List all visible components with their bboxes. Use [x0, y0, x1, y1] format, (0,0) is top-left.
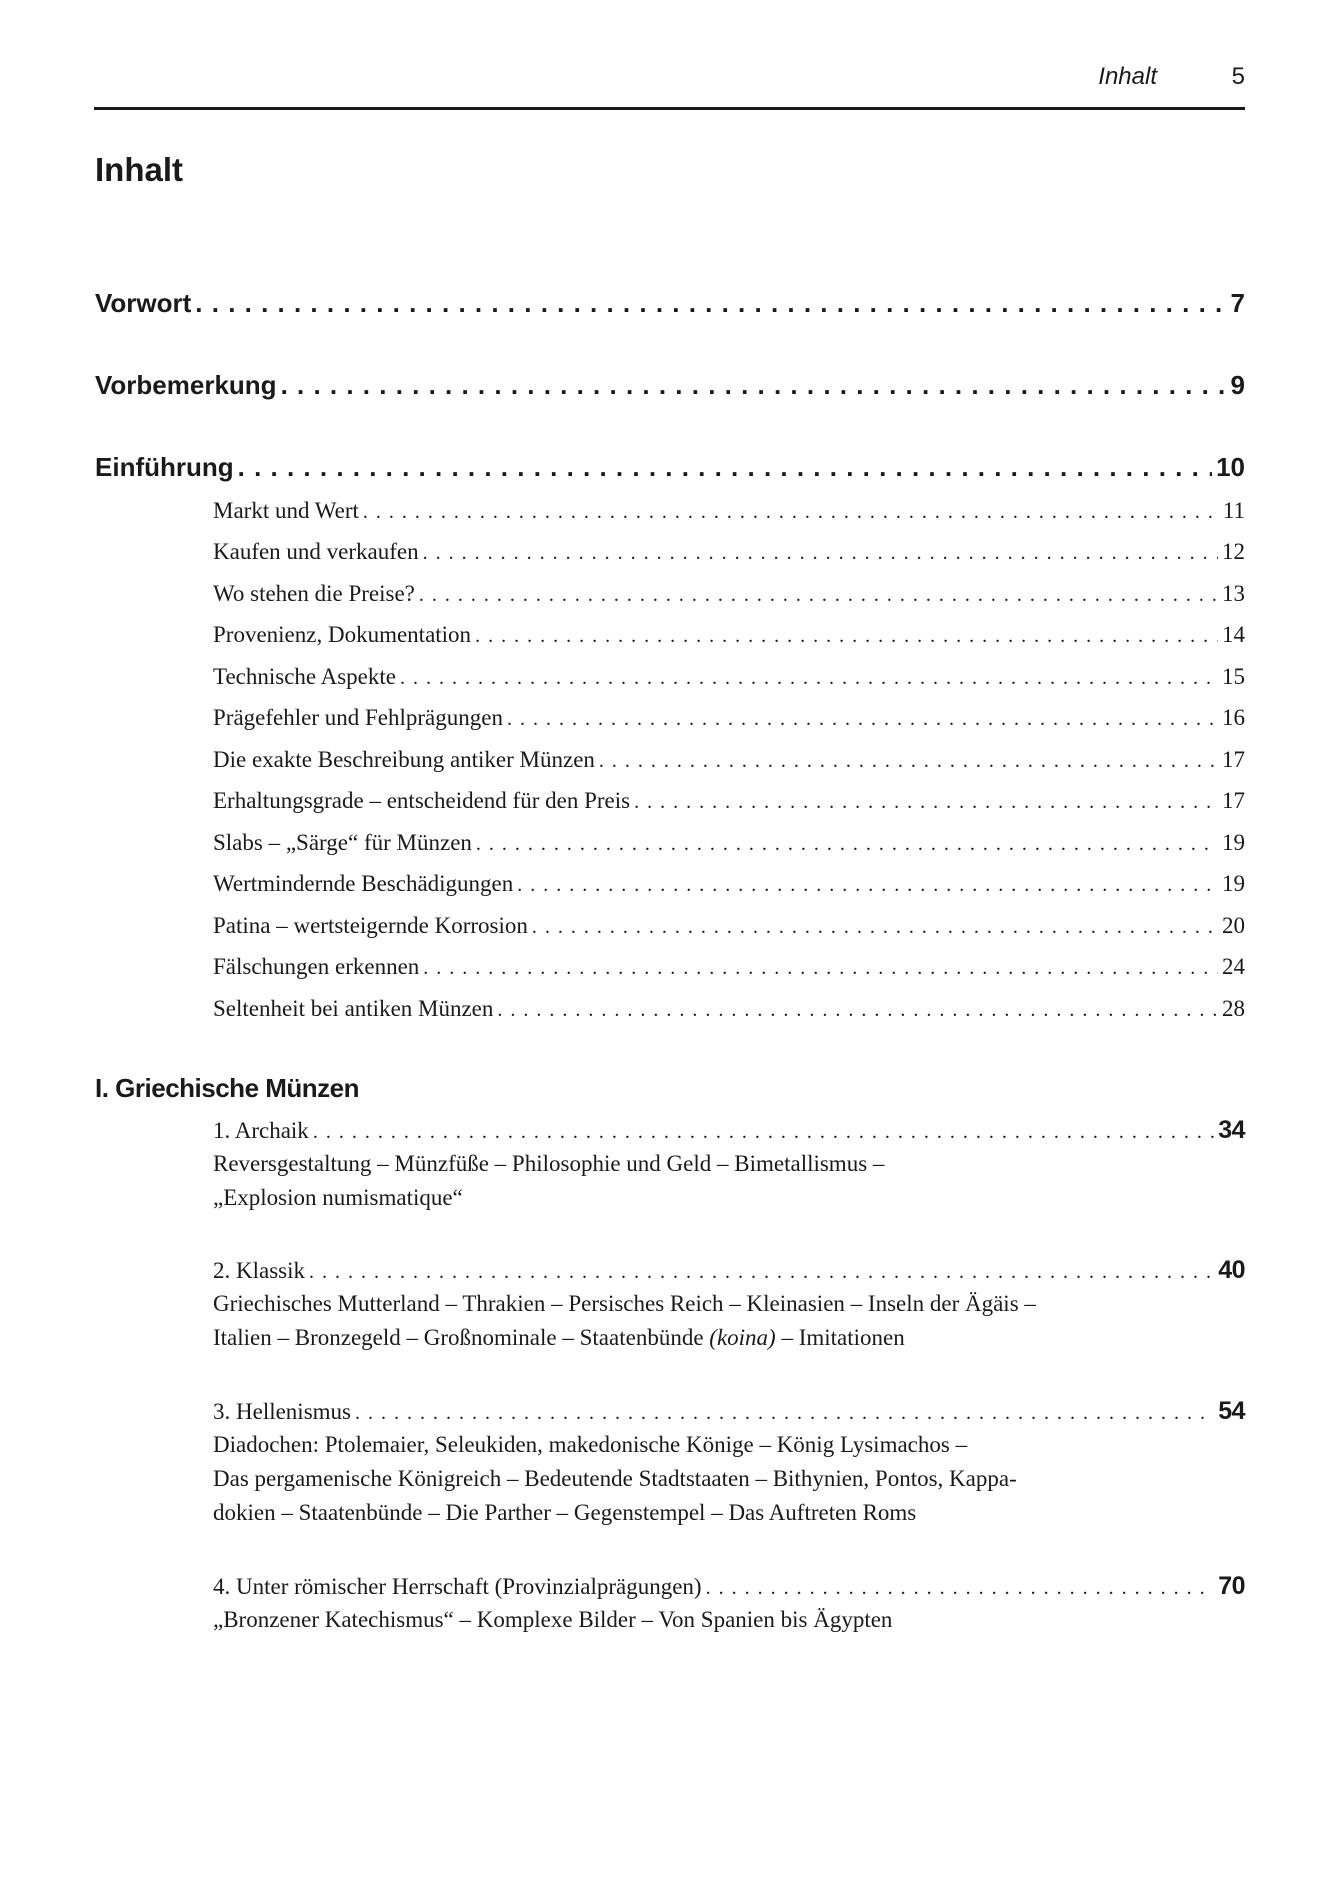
chapter-description-line: „Explosion numismatique“ [213, 1185, 463, 1210]
toc-subentry-page: 11 [1222, 498, 1245, 523]
chapter-description-line: Reversgestaltung – Münzfüße – Philosophie und Geld – Bimetallismus – [213, 1151, 885, 1176]
dot-leader [423, 536, 1218, 570]
toc-entry-label: Vorwort [95, 288, 192, 318]
toc-subentry-label: Fälschungen erkennen [213, 954, 420, 979]
dot-leader [195, 286, 1226, 320]
toc-subentry[interactable] [213, 909, 1245, 944]
toc-subentry-label: Kaufen und verkaufen [213, 539, 419, 564]
header-rule [94, 107, 1245, 110]
dot-leader [706, 1571, 1215, 1605]
dot-leader [309, 1255, 1214, 1289]
toc-entry-label: Vorbemerkung [95, 370, 277, 400]
dot-leader [517, 868, 1218, 902]
toc-chapter-page: 54 [1218, 1397, 1245, 1425]
dot-leader [281, 368, 1227, 402]
toc-subentry-label: Die exakte Beschreibung antiker Münzen [213, 747, 595, 772]
page-number: 5 [1231, 63, 1245, 90]
toc-subentry-label: Provenienz, Dokumentation [213, 622, 472, 647]
dot-leader [475, 619, 1218, 653]
dot-leader [497, 993, 1218, 1027]
toc-entry-page: 10 [1216, 452, 1245, 482]
toc-subentry-label: Erhaltungsgrade – entscheidend für den Preis [213, 788, 631, 813]
dot-leader [423, 951, 1218, 985]
toc-chapter-page: 70 [1218, 1572, 1245, 1600]
dot-leader [476, 827, 1218, 861]
toc-subentry-label: Patina – wertsteigernde Korrosion [213, 913, 528, 938]
description-italic-term: (koina) [709, 1325, 776, 1350]
dot-leader [355, 1396, 1214, 1430]
description-text: – Imitationen [775, 1325, 905, 1350]
toc-entry-vorbemerkung[interactable] [95, 368, 1245, 402]
toc-chapter-label: 4. Unter römischer Herrschaft (Provinzialprägungen) [213, 1574, 702, 1599]
toc-entry-label: Einführung [95, 452, 234, 482]
toc-chapter-archaik[interactable] [213, 1113, 1245, 1149]
toc-subentry-page: 17 [1222, 788, 1245, 813]
toc-chapter-roemische-herrschaft[interactable] [213, 1569, 1245, 1605]
toc-subentry-label: Technische Aspekte [213, 664, 396, 689]
section-heading-griechische-muenzen: I. Griechische Münzen [95, 1073, 360, 1103]
toc-subentry[interactable] [213, 701, 1245, 736]
toc-subentry-label: Wo stehen die Preise? [213, 581, 415, 606]
running-head [94, 62, 1245, 92]
toc-subentry-page: 19 [1222, 871, 1245, 896]
toc-subentry-page: 20 [1222, 913, 1245, 938]
toc-subentry[interactable] [213, 577, 1245, 612]
chapter-description-line: Griechisches Mutterland – Thrakien – Persisches Reich – Kleinasien – Inseln der Ägäis – [213, 1291, 1036, 1316]
running-head-title: Inhalt [1098, 63, 1157, 90]
chapter-description-line: „Bronzener Katechismus“ – Komplexe Bilder – Von Spanien bis Ägypten [213, 1607, 893, 1632]
toc-subentry-page: 14 [1222, 622, 1245, 647]
dot-leader [532, 910, 1218, 944]
toc-subentry[interactable] [213, 867, 1245, 902]
toc-entry-einfuehrung[interactable] [95, 450, 1245, 484]
toc-subentry-label: Seltenheit bei antiken Münzen [213, 996, 494, 1021]
dot-leader [419, 578, 1218, 612]
toc-subentry[interactable] [213, 535, 1245, 570]
dot-leader [313, 1115, 1214, 1149]
dot-leader [507, 702, 1218, 736]
description-text: Italien – Bronzegeld – Großnominale – Staatenbünde [213, 1325, 710, 1350]
toc-subentry-page: 24 [1222, 954, 1245, 979]
toc-chapter-label: 2. Klassik [213, 1258, 305, 1283]
toc-subentry[interactable] [213, 784, 1245, 819]
toc-chapter-page: 34 [1218, 1116, 1245, 1144]
dot-leader [363, 495, 1219, 529]
toc-subentry-page: 16 [1222, 705, 1245, 730]
toc-subentry-label: Slabs – „Särge“ für Münzen [213, 830, 472, 855]
toc-entry-page: 9 [1230, 370, 1245, 400]
chapter-description-line: Das pergamenische Königreich – Bedeutende Stadtstaaten – Bithynien, Pontos, Kappa- [213, 1466, 1017, 1491]
toc-subentry-label: Wertmindernde Beschädigungen [213, 871, 514, 896]
toc-subentry[interactable] [213, 826, 1245, 861]
page-title: Inhalt [95, 151, 183, 188]
toc-subentry-page: 17 [1222, 747, 1245, 772]
toc-chapter-klassik[interactable] [213, 1253, 1245, 1289]
toc-subentry[interactable] [213, 992, 1245, 1027]
toc-chapter-label: 1. Archaik [213, 1118, 309, 1143]
toc-subentry-label: Prägefehler und Fehlprägungen [213, 705, 503, 730]
dot-leader [400, 661, 1218, 695]
chapter-description-line: Diadochen: Ptolemaier, Seleukiden, makedonische Könige – König Lysimachos – [213, 1432, 968, 1457]
toc-subentry-page: 12 [1222, 539, 1245, 564]
chapter-description-line [213, 1321, 1213, 1355]
toc-subentry[interactable] [213, 743, 1245, 778]
toc-entry-vorwort[interactable] [95, 286, 1245, 320]
toc-chapter-label: 3. Hellenismus [213, 1399, 351, 1424]
toc-subentry-page: 15 [1222, 664, 1245, 689]
dot-leader [634, 785, 1218, 819]
toc-subentry-page: 19 [1222, 830, 1245, 855]
toc-chapter-page: 40 [1218, 1256, 1245, 1284]
toc-subentry-label: Markt und Wert [213, 498, 359, 523]
toc-subentry[interactable] [213, 660, 1245, 695]
toc-chapter-hellenismus[interactable] [213, 1394, 1245, 1430]
toc-subentry[interactable] [213, 950, 1245, 985]
dot-leader [238, 450, 1212, 484]
chapter-description-line: dokien – Staatenbünde – Die Parther – Gegenstempel – Das Auftreten Roms [213, 1500, 917, 1525]
toc-entry-page: 7 [1230, 288, 1245, 318]
toc-subentry[interactable] [213, 618, 1245, 653]
toc-subentry-page: 28 [1222, 996, 1245, 1021]
dot-leader [599, 744, 1218, 778]
toc-subentry-page: 13 [1222, 581, 1245, 606]
toc-subentry[interactable] [213, 494, 1245, 529]
